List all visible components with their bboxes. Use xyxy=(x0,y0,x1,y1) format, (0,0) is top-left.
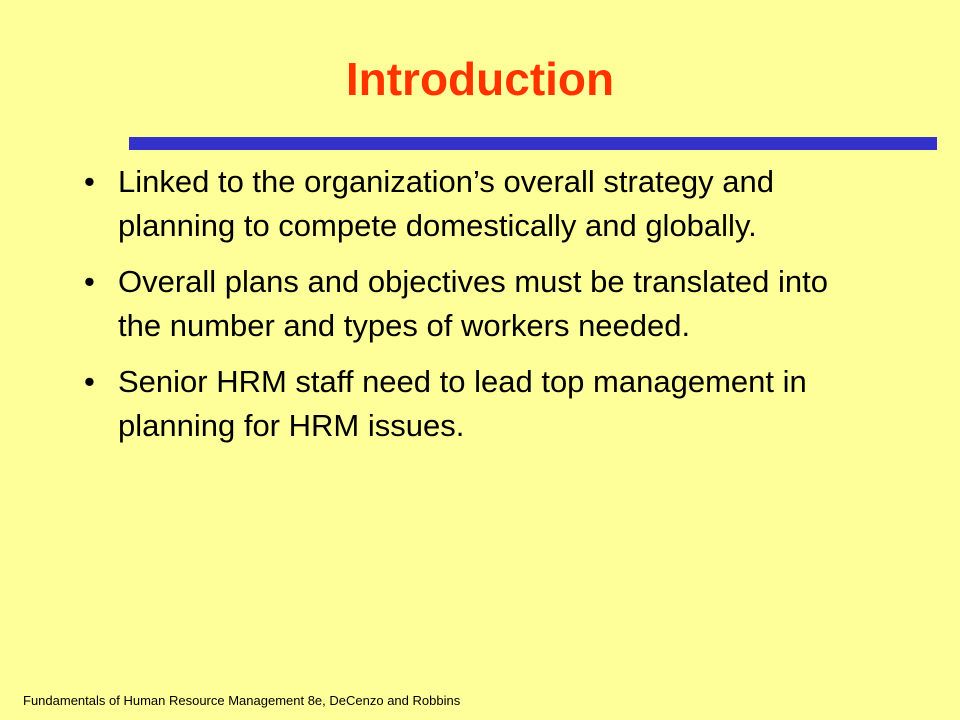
bullet-item-plans xyxy=(78,260,878,348)
bullet-dot-icon: • xyxy=(84,264,95,299)
bullet-text: Senior HRM staff need to lead top management in planning for HRM issues. xyxy=(118,364,807,443)
bullet-text: Overall plans and objectives must be translated into the number and types of workers needed. xyxy=(118,264,828,343)
slide-footer: Fundamentals of Human Resource Management 8e, DeCenzo and Robbins xyxy=(23,693,461,708)
bullet-list xyxy=(78,160,878,460)
bullet-dot-icon: • xyxy=(84,364,95,399)
bullet-dot-icon: • xyxy=(84,164,95,199)
bullet-text: Linked to the organization’s overall strategy and planning to compete domestically and globally. xyxy=(118,164,775,243)
slide-title: Introduction xyxy=(345,53,615,105)
bullet-item-senior-hrm xyxy=(78,360,878,448)
title-divider-bar xyxy=(129,137,937,150)
bullet-item-strategy xyxy=(78,160,878,248)
